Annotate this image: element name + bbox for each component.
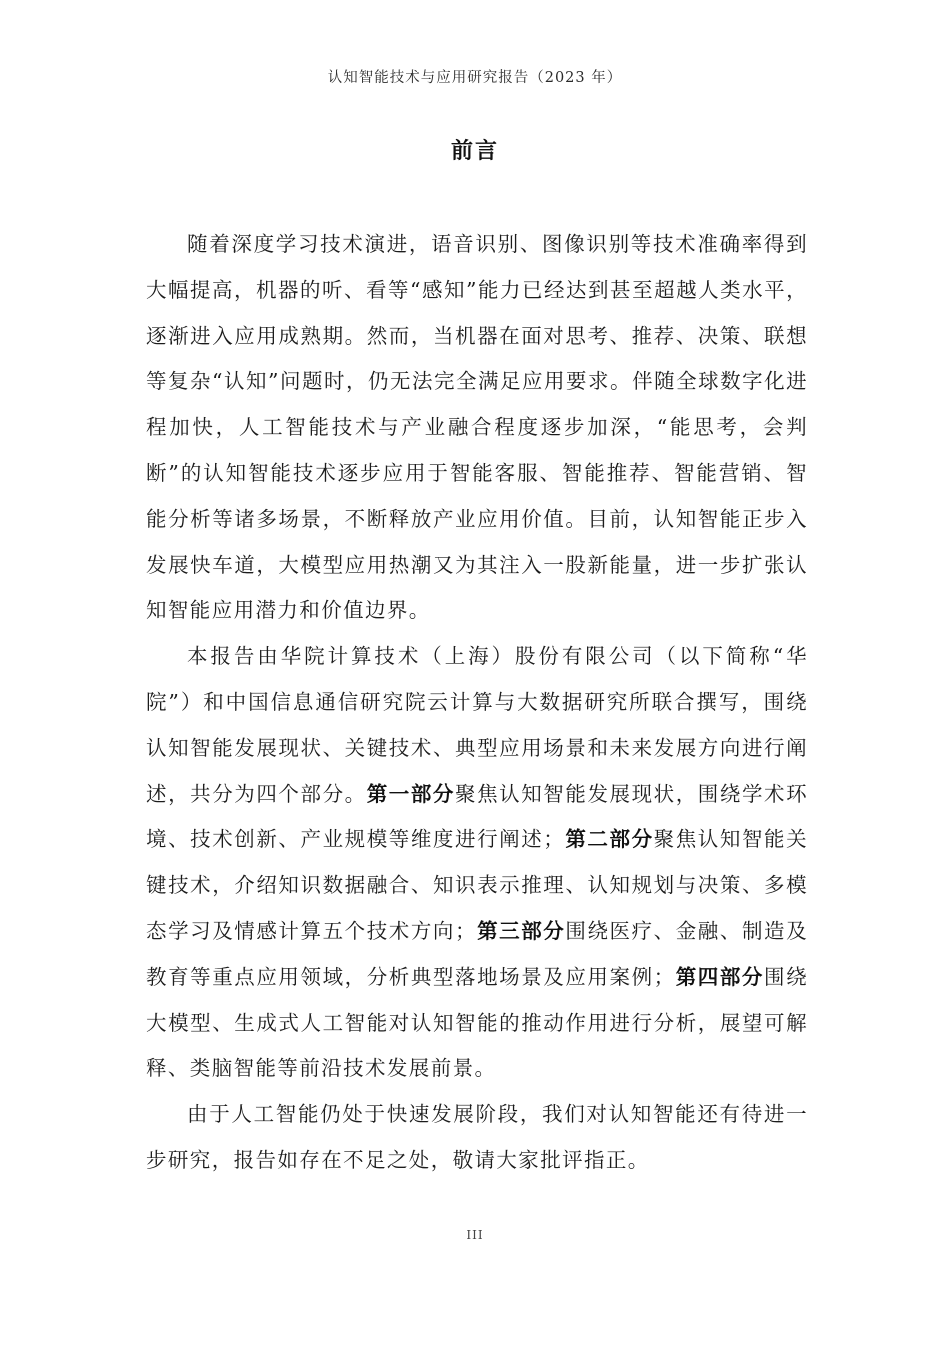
paragraph-background: 随着深度学习技术演进，语音识别、图像识别等技术准确率得到大幅提高，机器的听、看等“感知”能力已经达到甚至超越人类水平，逐渐进入应用成熟期。然而，当机器在面对思考、推荐、决策、联想等复杂“认知”问题时，仍无法完全满足应用要求。伴随全球数字化进程加快，人工智能技术与产业融合程度逐步加深，“能思考，会判断”的认知智能技术逐步应用于智能客服、智能推荐、智能营销、智能分析等诸多场景，不断释放产业应用价值。目前，认知智能正步入发展快车道，大模型应用热潮又为其注入一股新能量，进一步扩张认知智能应用潜力和价值边界。 — [146, 232, 808, 623]
paragraph-structure-intro: 本报告由华院计算技术（上海）股份有限公司（以下简称“华院”）和中国信息通信研究院云计算与大数据研究所联合撰写，围绕认知智能发展现状、关键技术、典型应用场景和未来发展方向进行阐述，共分为四个部分。 — [146, 644, 808, 806]
running-header: 认知智能技术与应用研究报告（2023 年） — [327, 70, 623, 86]
part-four-label: 第四部分 — [675, 964, 765, 989]
page-title: 前言 — [450, 139, 499, 164]
header-divider — [140, 96, 810, 97]
part-two-label: 第二部分 — [565, 827, 654, 852]
part-two-text: 聚焦认知智能关键技术，介绍知识数据融合、知识表示推理、认知规划与决策、多模态学习及情感计算五个技术方向； — [146, 827, 808, 943]
page-number: III — [466, 1228, 484, 1242]
paragraph-structure — [146, 634, 808, 1092]
part-three-label: 第三部分 — [476, 918, 566, 943]
part-four-text: 围绕大模型、生成式人工智能对认知智能的推动作用进行分析，展望可解释、类脑智能等前沿技术发展前景。 — [146, 964, 808, 1081]
part-three-text: 围绕医疗、金融、制造及教育等重点应用领域，分析典型落地场景及应用案例； — [146, 918, 808, 989]
part-one-text: 聚焦认知智能发展现状，围绕学术环境、技术创新、产业规模等维度进行阐述； — [146, 781, 808, 852]
paragraph-closing: 由于人工智能仍处于快速发展阶段，我们对认知智能还有待进一步研究，报告如存在不足之处，敬请大家批评指正。 — [146, 1102, 808, 1172]
part-one-label: 第一部分 — [366, 781, 456, 806]
document-body — [146, 222, 808, 1184]
